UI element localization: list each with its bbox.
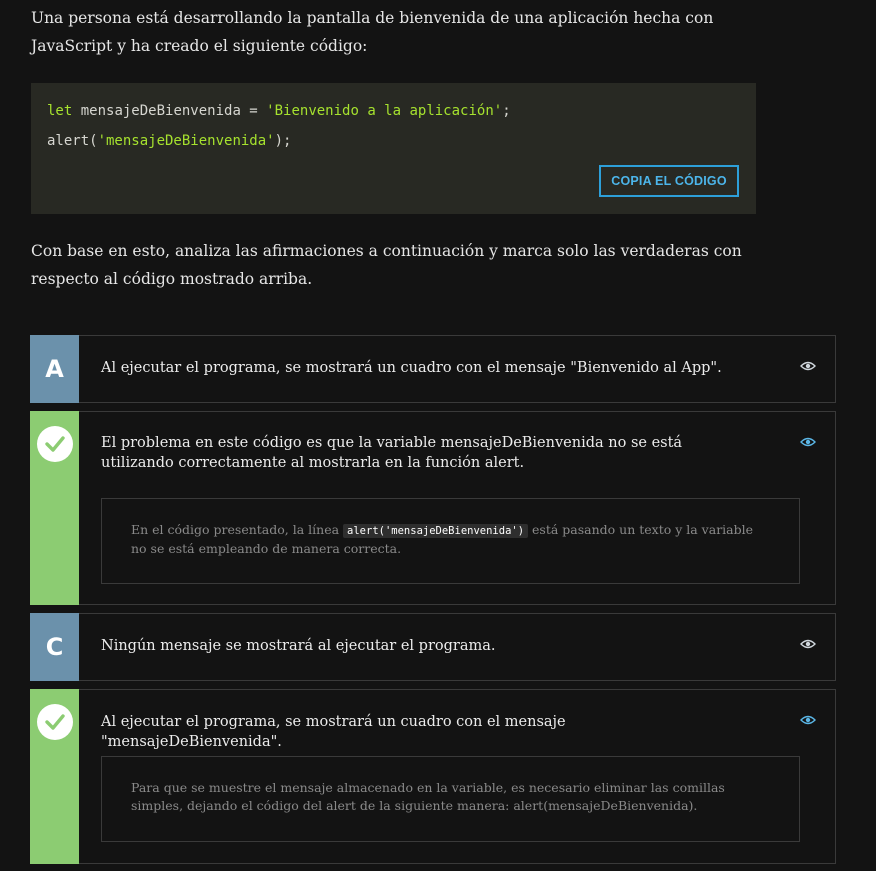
explanation-box [101,756,800,842]
option-text: El problema en este código es que la variable mensajeDeBienvenida no se está utilizando correctamente al mostrarla en la función alert. [101,435,683,471]
check-icon [37,426,73,462]
code-text: alert( [47,133,98,149]
option-badge [30,613,79,681]
option-text: Al ejecutar el programa, se mostrará un cuadro con el mensaje "mensajeDeBienvenida". [101,714,566,750]
eye-icon[interactable] [800,638,816,650]
option-c[interactable] [30,613,836,681]
code-text: ); [274,133,292,149]
option-badge-correct [30,689,79,864]
option-d[interactable] [30,689,836,864]
code-line-1 [47,103,511,119]
code-block [31,83,756,214]
prompt-text: Con base en esto, analiza las afirmaciones a continuación y marca solo las verdaderas con respecto al código mostrado arriba. [31,242,742,288]
explanation-box [101,498,800,584]
inline-code: alert('mensajeDeBienvenida') [343,524,528,538]
option-letter: A [45,355,64,383]
option-badge [30,335,79,403]
copy-code-button[interactable]: COPIA EL CÓDIGO [599,165,739,197]
code-string: 'Bienvenido a la aplicación' [266,103,503,119]
option-b[interactable] [30,411,836,605]
code-keyword: let [47,103,73,119]
code-string: 'mensajeDeBienvenida' [97,133,275,149]
option-a[interactable] [30,335,836,403]
code-line-2 [47,133,291,149]
option-text: Ningún mensaje se mostrará al ejecutar el programa. [101,638,496,654]
option-text: Al ejecutar el programa, se mostrará un cuadro con el mensaje "Bienvenido al App". [101,360,722,376]
eye-icon[interactable] [800,714,816,726]
code-text: ; [502,103,511,119]
eye-icon[interactable] [800,436,816,448]
eye-icon[interactable] [800,360,816,372]
option-letter: C [45,633,64,661]
option-badge-correct [30,411,79,605]
code-text: mensajeDeBienvenida = [72,103,267,119]
explanation-text: En el código presentado, la línea alert('mensajeDeBienvenida') está pasando un texto y la variable no se está empleando de manera correcta. [131,522,754,556]
check-icon [37,704,73,740]
explanation-text: Para que se muestre el mensaje almacenado en la variable, es necesario eliminar las comillas simples, dejando el código del alert de la siguiente manera: alert(mensajeDeBienvenida). [131,780,725,813]
intro-text: Una persona está desarrollando la pantalla de bienvenida de una aplicación hecha con JavaScript y ha creado el siguiente código: [31,9,714,55]
